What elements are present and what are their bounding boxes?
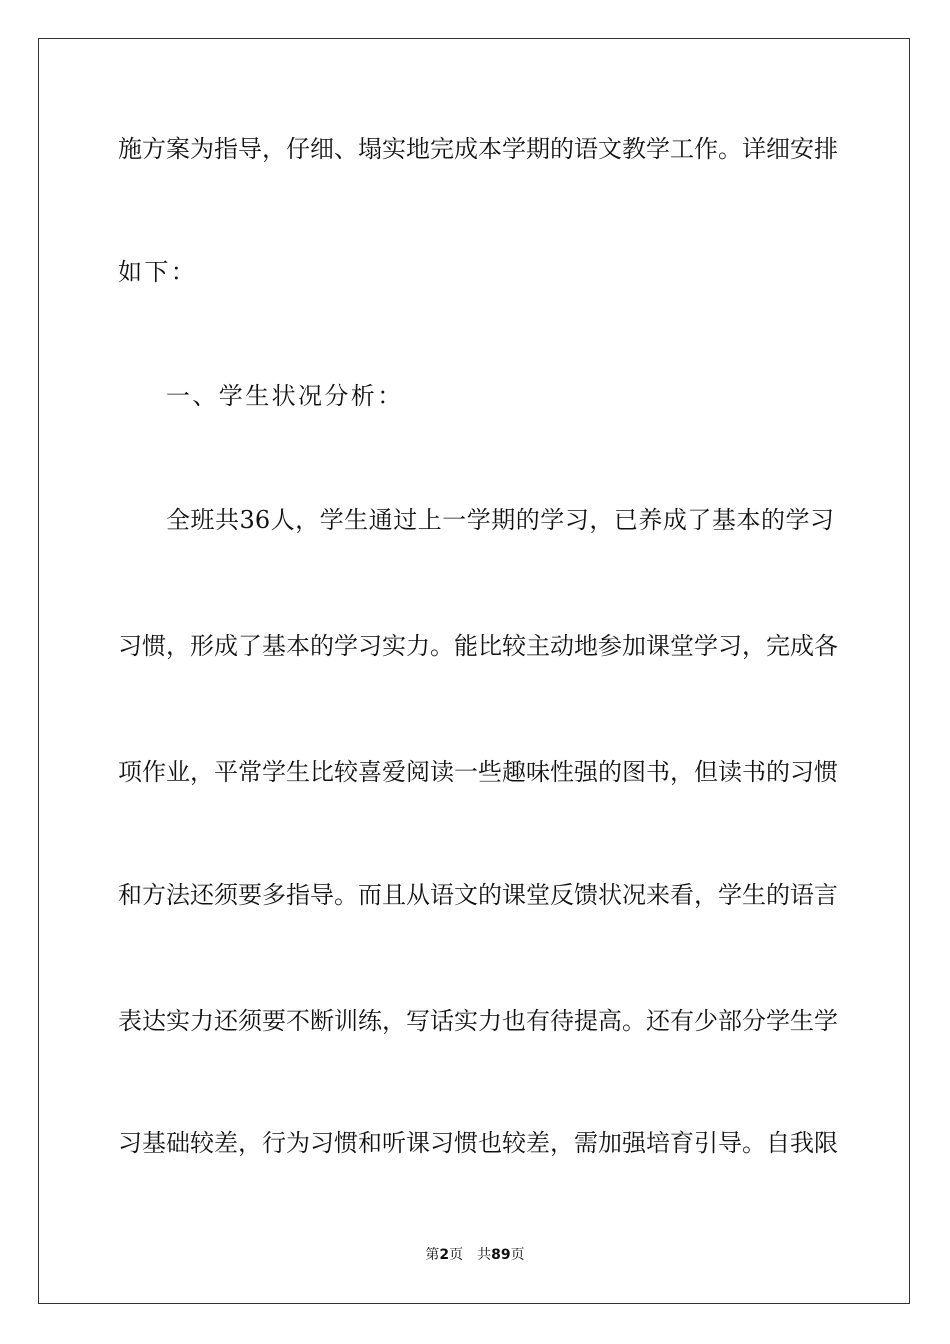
footer-page-number: 2 (439, 1247, 450, 1263)
footer-total-suffix: 页 (510, 1247, 525, 1263)
footer-page-prefix: 第 (425, 1247, 440, 1263)
footer-page-suffix: 页 (449, 1247, 464, 1263)
paragraph-line-3: 全班共36人，学生通过上一学期的学习，已养成了基本的学习 (166, 506, 834, 534)
footer-total-pages: 89 (491, 1247, 511, 1263)
page-footer (0, 1245, 950, 1265)
paragraph-line-5: 项作业，平常学生比较喜爱阅读一些趣味性强的图书，但读书的习惯 (118, 758, 838, 786)
paragraph-line-6: 和方法还须要多指导。而且从语文的课堂反馈状况来看，学生的语言 (118, 881, 838, 909)
page-border (38, 38, 910, 1304)
paragraph-line-4: 习惯，形成了基本的学习实力。能比较主动地参加课堂学习，完成各 (118, 632, 838, 660)
footer-total-prefix: 共 (477, 1247, 492, 1263)
paragraph-line-8: 习基础较差，行为习惯和听课习惯也较差，需加强培育引导。自我限 (118, 1129, 838, 1157)
paragraph-line-1: 施方案为指导，仔细、塌实地完成本学期的语文教学工作。详细安排 (118, 135, 838, 163)
paragraph-line-2: 如下： (118, 258, 198, 286)
paragraph-line-7: 表达实力还须要不断训练，写话实力也有待提高。还有少部分学生学 (118, 1007, 838, 1035)
section-heading: 一、学生状况分析： (166, 382, 404, 410)
